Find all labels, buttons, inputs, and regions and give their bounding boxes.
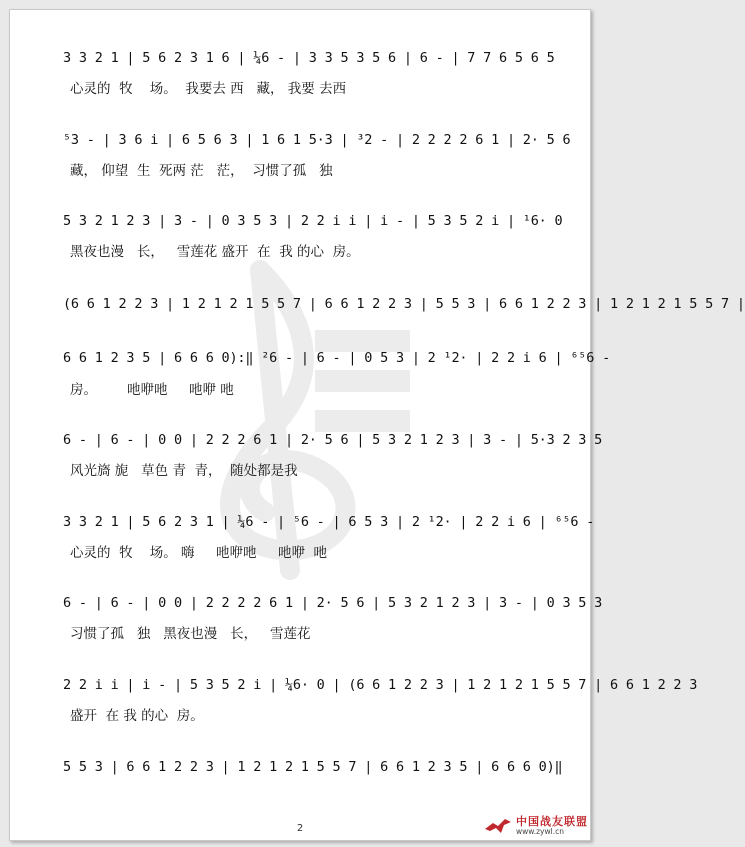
logo-url: www.zywl.cn xyxy=(516,827,564,836)
lyrics-line: 风光旖 旎 草色 青 青， 随处都是我 xyxy=(70,463,298,479)
eagle-logo-icon xyxy=(484,817,512,835)
lyrics-line: 房。 吔咿吔 吔咿 吔 xyxy=(70,382,234,398)
notation-line: 5 3 2 1 2 3 | 3 - | 0 3 5 3 | 2 2 i i | i - | 5 3 5 2 i | ¹6· 0 xyxy=(63,213,563,229)
lyrics-line: 习惯了孤 独 黑夜也漫 长， 雪莲花 xyxy=(70,626,311,642)
lyrics-line: 盛开 在 我 的心 房。 xyxy=(70,708,204,724)
notation-line: 6 6 1 2 3 5 | 6 6 6 0):‖ ²6 - | 6 - | 0 5 3 | 2 ¹2· | 2 2 i 6 | ⁶⁵6 - xyxy=(63,350,611,366)
notation-line: 6 - | 6 - | 0 0 | 2 2 2 2 6 1 | 2· 5 6 | 5 3 2 1 2 3 | 3 - | 0 3 5 3 xyxy=(63,595,603,611)
notation-line: 3 3 2 1 | 5 6 2 3 1 6 | ¼6 - | 3 3 5 3 5 6 | 6 - | 7 7 6 5 6 5 xyxy=(63,50,555,66)
site-logo xyxy=(484,816,588,836)
lyrics-line: 心灵的 牧 场。 嗨 吔咿吔 吔咿 吔 xyxy=(70,545,328,561)
notation-line: ⁵3 - | 3 6 i | 6 5 6 3 | 1 6 1 5·3 | ³2 - | 2 2 2 2 6 1 | 2· 5 6 xyxy=(63,132,571,148)
notation-line: 6 - | 6 - | 0 0 | 2 2 2 6 1 | 2· 5 6 | 5 3 2 1 2 3 | 3 - | 5·3 2 3 5 xyxy=(63,432,603,448)
lyrics-line: 藏， 仰望 生 死两 茫 茫， 习惯了孤 独 xyxy=(70,163,333,179)
lyrics-line: 心灵的 牧 场。 我要去 西 藏， 我要 去西 xyxy=(70,81,347,97)
notation-line: 5 5 3 | 6 6 1 2 2 3 | 1 2 1 2 1 5 5 7 | 6 6 1 2 3 5 | 6 6 6 0)‖ xyxy=(63,759,563,775)
logo-text xyxy=(516,816,588,836)
notation-line: (6 6 1 2 2 3 | 1 2 1 2 1 5 5 7 | 6 6 1 2 2 3 | 5 5 3 | 6 6 1 2 2 3 | 1 2 1 2 1 5 5 7 | xyxy=(63,296,745,312)
sheet-page xyxy=(9,9,745,841)
notation-line: 3 3 2 1 | 5 6 2 3 1 | ¼6 - | ⁵6 - | 6 5 3 | 2 ¹2· | 2 2 i 6 | ⁶⁵6 - xyxy=(63,514,595,530)
notation-line: 2 2 i i | i - | 5 3 5 2 i | ¼6· 0 | (6 6 1 2 2 3 | 1 2 1 2 1 5 5 7 | 6 6 1 2 2 3 xyxy=(63,677,698,693)
logo-name: 中国战友联盟 xyxy=(516,815,588,828)
lyrics-line: 黑夜也漫 长， 雪莲花 盛开 在 我 的心 房。 xyxy=(70,244,360,260)
page-number: 2 xyxy=(296,823,304,834)
